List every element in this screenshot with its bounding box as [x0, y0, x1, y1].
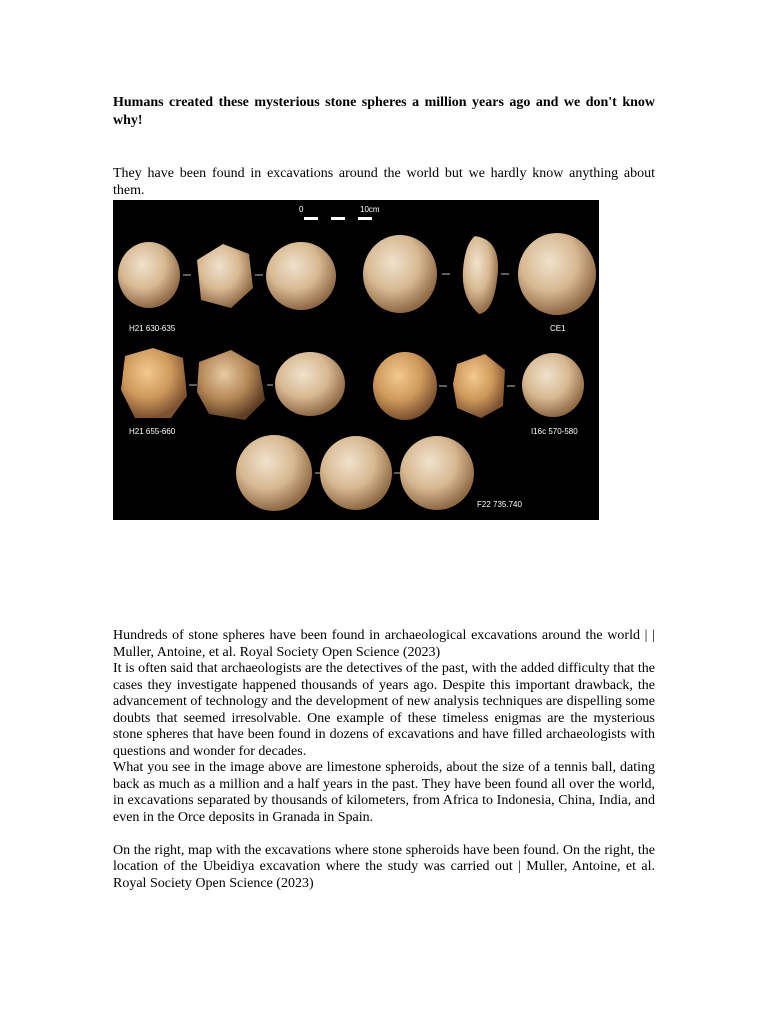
scale-bar	[304, 217, 372, 220]
body-paragraph: It is often said that archaeologists are the detectives of the past, with the added difficulty that the cases they investigate happened thousands of years ago. Despite this important drawback, the advancement of technology and the development of new analysis techniques are dispelling some doubts that seemed irresolvable. One example of these timeless enigmas are the mysterious stone spheres that have been found in dozens of excavations and have filled archaeologists with questions and wonder for decades.	[113, 661, 655, 759]
stone-sphere	[266, 242, 336, 310]
map-caption: On the right, map with the excavations where stone spheroids have been found. On the right, the location of the Ubeidiya excavation where the study was carried out | Muller, Antoine, et al. Royal Society Open Science (2023)	[113, 842, 655, 891]
figure-caption: Hundreds of stone spheres have been found in archaeological excavations around the world | | Muller, Antoine, et al. Royal Society Open Science (2023)	[113, 628, 655, 660]
stone-sphere	[197, 244, 253, 308]
stone-row-2	[121, 348, 584, 436]
stone-sphere	[236, 435, 312, 511]
stone-sphere	[400, 436, 474, 510]
stone-row-3	[236, 435, 522, 511]
stone-spheres-figure	[113, 200, 599, 520]
scale-start-label: 0	[299, 205, 304, 214]
stone-sphere	[453, 354, 505, 418]
stone-spheres-photo	[113, 200, 599, 520]
group5-label: F22 735.740	[477, 500, 522, 509]
group4-label: I16c 570-580	[531, 427, 578, 436]
group1-label: H21 630-635	[129, 324, 176, 333]
stone-sphere	[121, 348, 187, 418]
group2-label: CE1	[550, 324, 566, 333]
body-paragraph: What you see in the image above are limestone spheroids, about the size of a tennis ball, dating back as much as a million and a half years in the past. They have been found all over the world, in excavations separated by thousands of kilometers, from Africa to Indonesia, China, India, and even in the Orce deposits in Granada in Spain.	[113, 760, 655, 825]
stone-sphere	[518, 233, 596, 315]
stone-sphere	[363, 235, 437, 313]
article-body	[113, 628, 655, 892]
stone-sphere	[320, 436, 392, 510]
scale-end-label: 10cm	[360, 205, 380, 214]
stone-sphere	[118, 242, 180, 308]
stone-sphere	[373, 352, 437, 420]
article-intro: They have been found in excavations around the world but we hardly know anything about them.	[113, 166, 655, 198]
group3-label: H21 655-660	[129, 427, 176, 436]
stone-sphere	[197, 350, 265, 420]
stone-sphere	[522, 353, 584, 417]
stone-sphere	[275, 352, 345, 416]
stone-row-1	[118, 233, 596, 333]
stone-sphere	[463, 236, 498, 314]
article-title: Humans created these mysterious stone spheres a million years ago and we don't know why!	[113, 95, 655, 128]
